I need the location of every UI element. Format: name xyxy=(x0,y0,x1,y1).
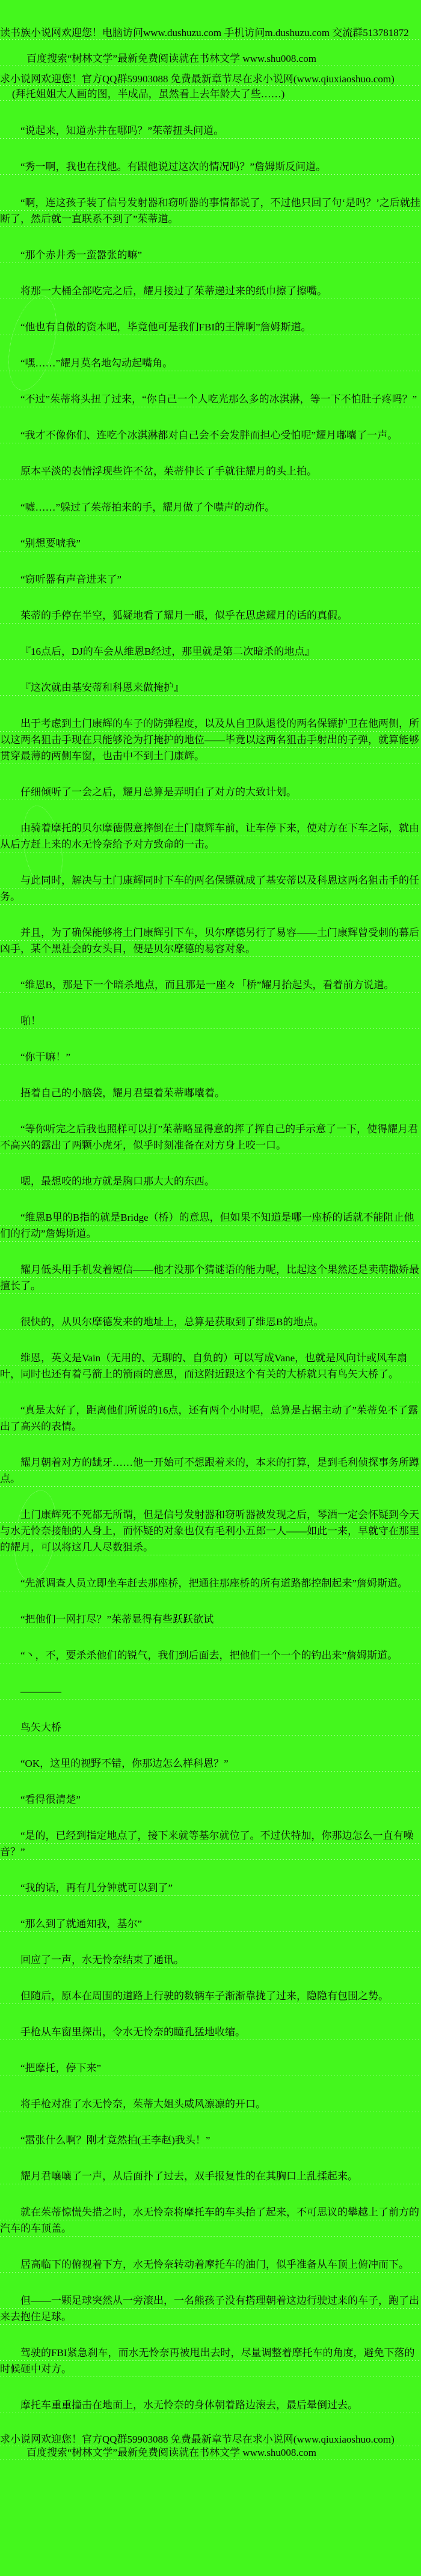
paragraph: “看得很清楚” xyxy=(0,1791,421,1808)
paragraph: “先派调查人员立即坐车赶去那座桥，把通往那座桥的所有道路都控制起来”詹姆斯道。 xyxy=(0,1575,421,1591)
header-promo-qiuxiaoshuo: 求小说网欢迎您！官方QQ群59903088 免费最新章节尽在求小说网(www.qiuxiaoshuo.com) xyxy=(0,73,421,86)
paragraph: 摩托车重重撞击在地面上，水无怜奈的身体朝着路边滚去，最后晕倒过去。 xyxy=(0,2397,421,2413)
paragraph: 嗯，最想咬的地方就是胸口那大大的东西。 xyxy=(0,1173,421,1189)
paragraph: “真是太好了，距离他们所说的16点，还有两个小时呢，总算是占据主动了”茱蒂免不了露出了高兴的表情。 xyxy=(0,1402,421,1435)
footer-promo-qiuxiaoshuo: 求小说网欢迎您！官方QQ群59903088 免费最新章节尽在求小说网(www.qiuxiaoshuo.com) xyxy=(0,2433,421,2446)
paragraph: ———— xyxy=(0,1683,421,1700)
paragraph: 仔细倾听了一会之后，耀月总算是弄明白了对方的大致计划。 xyxy=(0,784,421,800)
paragraph: “等你听完之后我也照样可以打”茱蒂略显得意的挥了挥自己的手示意了一下，使得耀月君不高兴的露出了两颗小虎牙，似乎时刻准备在对方身上咬一口。 xyxy=(0,1121,421,1153)
paragraph: “啊，连这孩子装了信号发射器和窃听器的事情都说了，不过他只回了句‘是吗？’之后就挂断了，然后就一直联系不到了”茱蒂道。 xyxy=(0,195,421,227)
paragraph: 茱蒂的手停在半空，狐疑地看了耀月一眼，似乎在思虑耀月的话的真假。 xyxy=(0,607,421,624)
paragraph: “我才不像你们、连吃个冰淇淋都对自己会不会发胖而担心受怕呢”耀月嘟囔了一声。 xyxy=(0,427,421,443)
paragraph: 将手枪对准了水无怜奈，茱蒂大姐头威风凛凛的开口。 xyxy=(0,2096,421,2112)
paragraph: 耀月朝着对方的龇牙……他一开始可不想跟着来的，本来的打算，是到毛利侦探事务所蹲点。 xyxy=(0,1454,421,1487)
paragraph: 与此同时，解决与土门康辉同时下车的两名保镖就成了基安蒂以及科恩这两名狙击手的任务。 xyxy=(0,872,421,905)
paragraph: “秀一啊，我也在找他。有跟他说过这次的情况吗？”詹姆斯反问道。 xyxy=(0,159,421,175)
paragraph: 啪！ xyxy=(0,1013,421,1029)
paragraph: “我的话，再有几分钟就可以到了” xyxy=(0,1880,421,1896)
paragraph: “维恩B里的B指的就是Bridge（桥）的意思，但如果不知道是哪一座桥的话就不能阻止他们的行动”詹姆斯道。 xyxy=(0,1209,421,1242)
header-promo-shulin: 百度搜索“树林文学”最新免费阅读就在书林文学 www.shu008.com xyxy=(0,52,421,65)
paragraph: 将那一大桶全部吃完之后，耀月接过了茱蒂递过来的纸巾擦了擦嘴。 xyxy=(0,283,421,299)
paragraph: “那个赤井秀一蛮嚣张的嘛” xyxy=(0,247,421,263)
header-promo-dushuzu: 读书族小说网欢迎您！电脑访问www.dushuzu.com 手机访问m.dushuzu.com 交流群513781872 xyxy=(0,26,421,40)
paragraph: 回应了一声，水无怜奈结束了通讯。 xyxy=(0,1952,421,1968)
paragraph: 捂着自己的小脑袋，耀月君望着茱蒂嘟囔着。 xyxy=(0,1085,421,1101)
paragraph: “说起来，知道赤井在哪吗？”茱蒂扭头问道。 xyxy=(0,123,421,139)
paragraph: “嚣张什么啊？刚才竟然拍(王李赵)我头！” xyxy=(0,2132,421,2148)
author-note: (拜托姐姐大人画的图，半成品，虽然看上去年龄大了些……) xyxy=(0,88,421,101)
paragraph: “窃听器有声音进来了” xyxy=(0,571,421,588)
paragraph: 驾驶的FBI紧急刹车，而水无怜奈再被甩出去时，尽量调整着摩托车的角度，避免下落的时候砸中对方。 xyxy=(0,2345,421,2377)
paragraph: 『这次就由基安蒂和科恩来做掩护』 xyxy=(0,679,421,696)
paragraph: “他也有自傲的资本吧，毕竟他可是我们FBI的王牌啊”詹姆斯道。 xyxy=(0,319,421,335)
paragraph: 出于考虑到土门康辉的车子的防弹程度，以及从自卫队退役的两名保镖护卫在他两侧，所以这两名狙击手现在只能够沦为打掩护的地位——毕竟以这两名狙击手射出的子弹，就算能够贯穿最薄的两侧车窗，也击中不到土门康辉。 xyxy=(0,715,421,764)
paragraph: “不过”茱蒂将头扭了过来，“你自己一个人吃光那么多的冰淇淋，等一下不怕肚子疼吗？” xyxy=(0,391,421,407)
paragraph: “嘿……”耀月莫名地勾动起嘴角。 xyxy=(0,355,421,371)
paragraph: “嘘……”躲过了茱蒂拍来的手，耀月做了个噤声的动作。 xyxy=(0,499,421,515)
novel-body xyxy=(0,123,421,2413)
paragraph: 很快的，从贝尔摩德发来的地址上，总算是获取到了维恩B的地点。 xyxy=(0,1314,421,1330)
paragraph: 土门康辉死不死都无所谓，但是信号发射器和窃听器被发现之后，琴酒一定会怀疑到今天与水无怜奈接触的人身上，而怀疑的对象也仅有毛利小五郎一人——如此一来，早就守在那里的耀月，可以将这几人尽数狙杀。 xyxy=(0,1507,421,1555)
paragraph: 耀月低头用手机发着短信——他才没那个猜谜语的能力呢，比起这个果然还是卖萌撒娇最擅长了。 xyxy=(0,1262,421,1294)
paragraph: 居高临下的俯视着下方，水无怜奈转动着摩托车的油门，似乎准备从车顶上俯冲而下。 xyxy=(0,2256,421,2273)
paragraph: 耀月君嚷嚷了一声，从后面扑了过去，双手报复性的在其胸口上乱揉起来。 xyxy=(0,2168,421,2184)
paragraph: “丶，不，要杀杀他们的锐气，我们到后面去，把他们一个一个的钓出来”詹姆斯道。 xyxy=(0,1647,421,1663)
paragraph: “那么到了就通知我，基尔” xyxy=(0,1916,421,1932)
paragraph: 维恩，英文是Vain（无用的、无聊的、自负的）可以写成Vane，也就是风向计或风车扇叶，同时也还有着弓箭上的箭雨的意思，而这附近跟这个有关的大桥就只有鸟矢大桥了。 xyxy=(0,1350,421,1382)
paragraph: “维恩B，那是下一个暗杀地点，而且那是一座々「桥”耀月抬起头，看着前方说道。 xyxy=(0,977,421,993)
paragraph: 但随后，原本在周围的道路上行驶的数辆车子渐渐靠拢了过来，隐隐有包围之势。 xyxy=(0,1988,421,2004)
paragraph: “别想要唬我” xyxy=(0,535,421,551)
paragraph: “OK，这里的视野不错，你那边怎么样科恩？” xyxy=(0,1755,421,1772)
footer-promo-shulin: 百度搜索“树林文学”最新免费阅读就在书林文学 www.shu008.com xyxy=(0,2446,421,2459)
paragraph: “把摩托，停下来” xyxy=(0,2060,421,2076)
paragraph: 但——一颗足球突然从一旁滚出，一名熊孩子没有搭理朝着这边行驶过来的车子，跑了出来去抱住足球。 xyxy=(0,2292,421,2325)
paragraph: 鸟矢大桥 xyxy=(0,1719,421,1736)
paragraph: 就在茱蒂惊慌失措之时，水无怜奈将摩托车的车头抬了起来，不可思议的攀越上了前方的汽车的车顶盖。 xyxy=(0,2204,421,2237)
paragraph: 『16点后，DJ的车会从维恩B经过，那里就是第二次暗杀的地点』 xyxy=(0,643,421,660)
paragraph: “把他们一网打尽？”茱蒂显得有些跃跃欲试 xyxy=(0,1611,421,1627)
paragraph: 原本平淡的表情浮现些许不岔，茱蒂伸长了手就往耀月的头上拍。 xyxy=(0,463,421,479)
paragraph: 手枪从车窗里探出，令水无怜奈的瞳孔猛地收缩。 xyxy=(0,2024,421,2040)
paragraph: “你干嘛！” xyxy=(0,1049,421,1065)
paragraph: 由骑着摩托的贝尔摩德假意摔倒在土门康辉车前，让车停下来，使对方在下车之际，就由从后方赶上来的水无怜奈给予对方致命的一击。 xyxy=(0,820,421,852)
paragraph: 并且，为了确保能够将土门康辉引下车，贝尔摩德另行了易容——土门康辉曾受刺的幕后凶手，某个黑社会的女头目，便是贝尔摩德的易容对象。 xyxy=(0,925,421,957)
paragraph: “是的，已经到指定地点了，接下来就等基尔就位了。不过伏特加，你那边怎么一直有噪音？” xyxy=(0,1827,421,1860)
